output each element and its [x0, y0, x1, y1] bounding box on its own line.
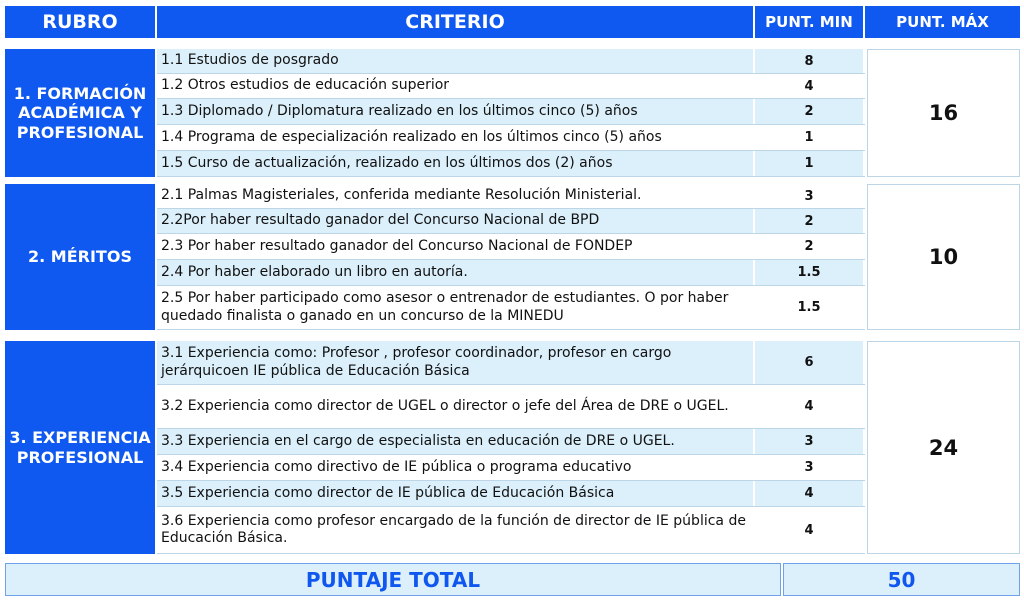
total-value: 50	[783, 563, 1020, 596]
table-row	[157, 481, 865, 507]
criteria-list	[157, 341, 865, 554]
punt-min-cell: 1	[755, 125, 863, 150]
punt-min-cell: 2	[755, 209, 863, 233]
punt-min-cell: 2	[755, 234, 863, 259]
rubro-label: 2. MÉRITOS	[5, 184, 155, 330]
punt-min-cell: 3	[755, 184, 863, 208]
table-row	[157, 99, 865, 125]
criterio-cell: 3.4 Experiencia como directivo de IE pública o programa educativo	[157, 455, 753, 480]
table-row	[157, 151, 865, 177]
rubro-label: 1. FORMACIÓN ACADÉMICA Y PROFESIONAL	[5, 49, 155, 177]
header-punt-min: PUNT. MIN	[755, 6, 863, 38]
criterio-cell: 2.4 Por haber elaborado un libro en autoría.	[157, 260, 753, 285]
punt-min-cell: 2	[755, 99, 863, 124]
criterio-cell: 1.3 Diplomado / Diplomatura realizado en los últimos cinco (5) años	[157, 99, 753, 124]
criterio-cell: 2.1 Palmas Magisteriales, conferida mediante Resolución Ministerial.	[157, 184, 753, 208]
header-punt-max: PUNT. MÁX	[865, 6, 1020, 38]
table-row	[157, 49, 865, 74]
punt-min-cell: 8	[755, 49, 863, 73]
total-row	[5, 563, 1020, 596]
total-label: PUNTAJE TOTAL	[5, 563, 781, 596]
punt-max-cell: 10	[867, 184, 1020, 330]
header-rubro: RUBRO	[5, 6, 155, 38]
punt-min-cell: 3	[755, 455, 863, 480]
section-experiencia	[5, 341, 1020, 554]
criterio-cell: 3.3 Experiencia en el cargo de especialista en educación de DRE o UGEL.	[157, 429, 753, 454]
section-formacion	[5, 49, 1020, 177]
table-row	[157, 385, 865, 429]
punt-min-cell: 4	[755, 385, 863, 428]
criterio-cell: 3.1 Experiencia como: Profesor , profesor coordinador, profesor en cargo jerárquicoen IE pública de Educación Básica	[157, 341, 753, 384]
criterio-cell: 3.2 Experiencia como director de UGEL o director o jefe del Área de DRE o UGEL.	[157, 385, 753, 428]
table-row	[157, 184, 865, 209]
criterio-cell: 2.3 Por haber resultado ganador del Concurso Nacional de FONDEP	[157, 234, 753, 259]
table-row	[157, 260, 865, 286]
punt-min-cell: 4	[755, 481, 863, 506]
criterio-cell: 1.4 Programa de especialización realizado en los últimos cinco (5) años	[157, 125, 753, 150]
punt-min-cell: 1.5	[755, 260, 863, 285]
criterio-cell: 1.2 Otros estudios de educación superior	[157, 74, 753, 98]
punt-min-cell: 1.5	[755, 286, 863, 329]
criterio-cell: 1.1 Estudios de posgrado	[157, 49, 753, 73]
table-row	[157, 209, 865, 234]
punt-min-cell: 3	[755, 429, 863, 454]
table-row	[157, 234, 865, 260]
criterio-cell: 2.5 Por haber participado como asesor o entrenador de estudiantes. O por haber quedado finalista o ganado en un concurso de la MINEDU	[157, 286, 753, 329]
table-row	[157, 507, 865, 554]
criterio-cell: 1.5 Curso de actualización, realizado en los últimos dos (2) años	[157, 151, 753, 176]
punt-min-cell: 6	[755, 341, 863, 384]
table-row	[157, 286, 865, 330]
table-row	[157, 341, 865, 385]
punt-max-cell: 24	[867, 341, 1020, 554]
table-row	[157, 429, 865, 455]
header-criterio: CRITERIO	[157, 6, 753, 38]
criterio-cell: 2.2Por haber resultado ganador del Concurso Nacional de BPD	[157, 209, 753, 233]
criteria-list	[157, 49, 865, 177]
criterio-cell: 3.5 Experiencia como director de IE pública de Educación Básica	[157, 481, 753, 506]
rubro-label: 3. EXPERIENCIA PROFESIONAL	[5, 341, 155, 554]
punt-min-cell: 4	[755, 507, 863, 553]
criteria-list	[157, 184, 865, 330]
punt-max-cell: 16	[867, 49, 1020, 177]
punt-min-cell: 4	[755, 74, 863, 98]
section-meritos	[5, 184, 1020, 330]
punt-min-cell: 1	[755, 151, 863, 176]
table-row	[157, 74, 865, 99]
criterio-cell: 3.6 Experiencia como profesor encargado de la función de director de IE pública de Educación Básica.	[157, 507, 753, 553]
table-row	[157, 125, 865, 151]
table-row	[157, 455, 865, 481]
